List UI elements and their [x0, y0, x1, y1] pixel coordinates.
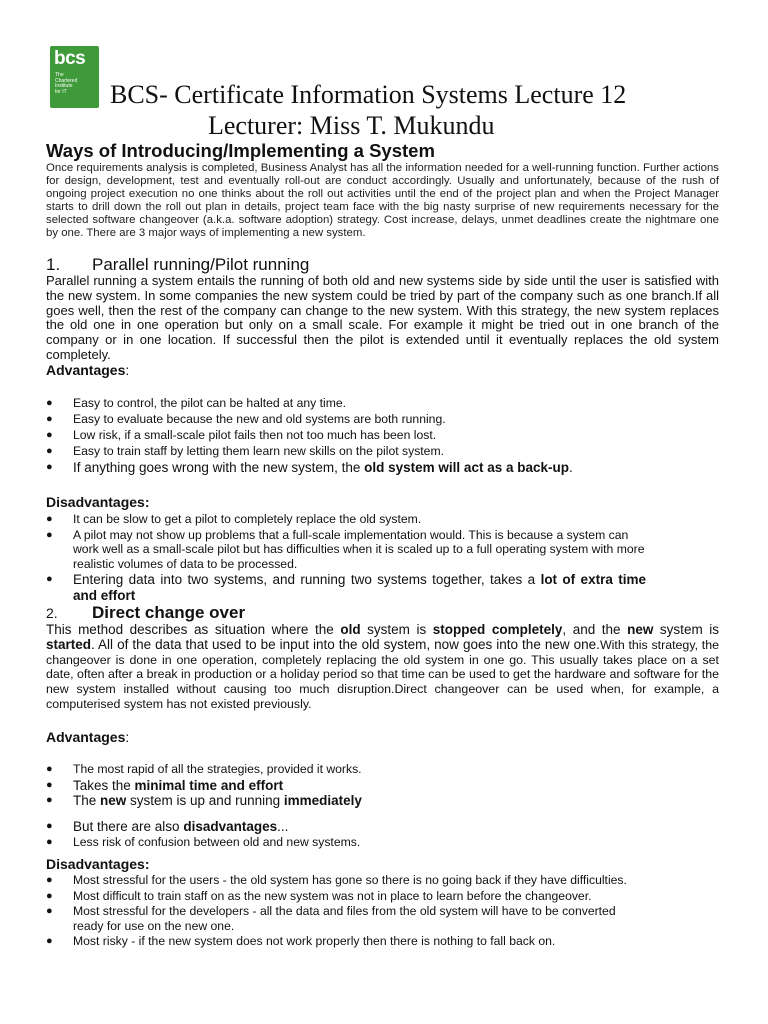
list-item: ● The new system is up and running immediately	[46, 793, 362, 808]
direct-disadvantages-list	[46, 873, 646, 949]
list-item: ● Easy to train staff by letting them learn new skills on the pilot system.	[46, 444, 444, 459]
list-item: ● But there are also disadvantages...	[46, 819, 289, 835]
list-item: ● Less risk of confusion between old and new systems.	[46, 834, 361, 849]
section-heading: Ways of Introducing/Implementing a System	[46, 140, 435, 161]
list-item: ● Easy to control, the pilot can be halted at any time.	[46, 396, 347, 410]
list-item: ● Entering data into two systems, and running two systems together, takes a lot of extra time and effort	[46, 572, 646, 603]
parallel-body: Parallel running a system entails the running of both old and new systems side by side until the user is satisfied with the new system. In some companies the new system could be tried by part of the company such as one branch.If all goes well, then the rest of the company can change to the new system. With this strategy, the new system replaces the old one in one operation but only on a small scale. For example it might be tried out in one branch of the company or in one location. If successful then the pilot is extended until it eventually replaces the old system completely.	[46, 273, 719, 362]
direct-body: This method describes as situation where the old system is stopped completely, and the new system is started. All of the data that used to be input into the old system, now goes into the new one.With this strategy, the changeover is done in one operation, completely replacing the old system in one go. This usually takes place on a set date, often after a break in production or a holiday period so that time can be used to get the hardware and software for the new system installed without causing too much disruption.Direct changeover can be used when, for example, a computerised system has not existed previously.	[46, 622, 720, 711]
direct-advantages-list	[46, 762, 686, 849]
list-item: ● Most stressful for the users - the old system has gone so there is no going back if they have difficulties.	[46, 873, 627, 887]
logo-mark: bcs	[54, 48, 86, 69]
list-item: ● A pilot may not show up problems that a full-scale implementation would. This is because a system can work well as a small-scale pilot but has difficulties when it is scaled up to a full operating system with more realistic volumes of data to be processed.	[46, 527, 645, 571]
list-item: ● It can be slow to get a pilot to completely replace the old system.	[46, 512, 422, 526]
parallel-advantages-label: Advantages:	[46, 362, 130, 378]
direct-title: Direct change over	[92, 603, 246, 622]
list-item: ● Most stressful for the developers - all the data and files from the old system will have to be converted ready for use on the new one.	[46, 904, 616, 933]
lecturer-name: Lecturer: Miss T. Mukundu	[208, 111, 495, 140]
parallel-heading	[46, 255, 309, 275]
intro-paragraph: Once requirements analysis is completed, Business Analyst has all the information needed for a well-running function. Further actions for design, development, test and eventually roll-out are conduct accordingly. Usually and unfortunately, because of the rush of ongoing project execution no one thinks about the roll out activities until the end of the project plan and when the Project Manager starts to drill down the roll out plan in details, project team face with the big nasty surprise of new requirements necessary for the selected software changeover (a.k.a. software adoption) strategy. Cost increase, delays, unmet deadlines create the nightmare one by one. There are 3 major ways of implementing a new system.	[46, 162, 719, 239]
list-item: ● Low risk, if a small-scale pilot fails then not too much has been lost.	[46, 428, 437, 443]
list-item: ● Most risky - if the new system does not work properly then there is nothing to fall back on.	[46, 934, 556, 949]
parallel-disadvantages-list	[46, 512, 646, 603]
logo-tagline: The Chartered Institute for IT	[55, 72, 78, 95]
parallel-disadvantages-label: Disadvantages:	[46, 494, 150, 510]
parallel-advantages-list	[46, 396, 686, 476]
direct-number: 2.	[46, 605, 58, 621]
list-item: ● If anything goes wrong with the new system, the old system will act as a back-up.	[46, 460, 573, 476]
direct-advantages-label: Advantages:	[46, 729, 130, 745]
direct-disadvantages-label: Disadvantages:	[46, 856, 150, 872]
bcs-logo	[50, 46, 99, 108]
list-item: ● The most rapid of all the strategies, provided it works.	[46, 762, 362, 776]
list-item: ● Easy to evaluate because the new and old systems are both running.	[46, 412, 446, 427]
parallel-title: Parallel running/Pilot running	[92, 255, 310, 274]
direct-heading	[46, 603, 245, 623]
parallel-number: 1.	[46, 255, 61, 274]
list-item: ● Takes the minimal time and effort	[46, 777, 284, 793]
document-title: BCS- Certificate Information Systems Lecture 12	[110, 80, 627, 109]
list-item: ● Most difficult to train staff on as the new system was not in place to learn before the changeover.	[46, 888, 592, 903]
